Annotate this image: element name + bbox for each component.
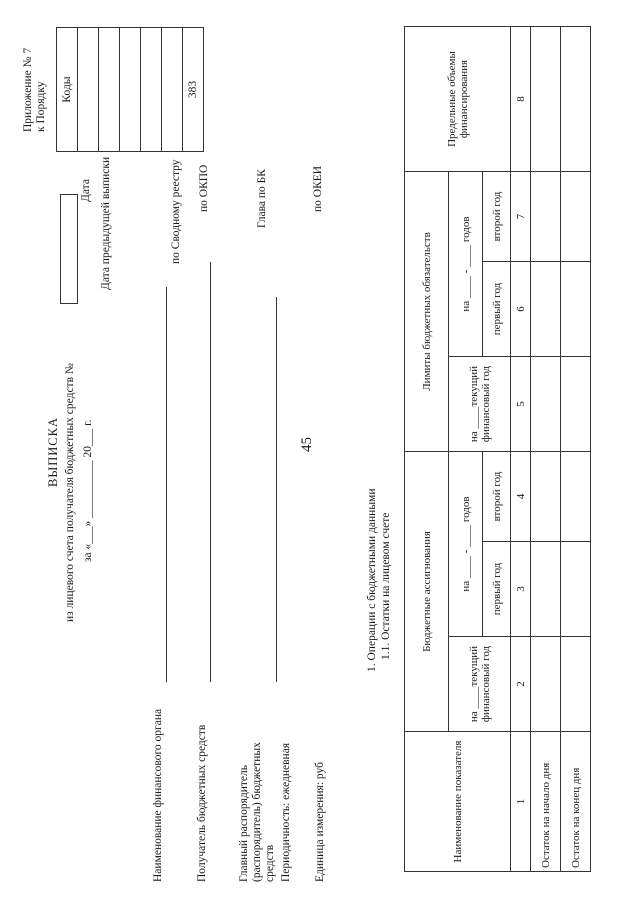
table-cell[interactable] [561, 26, 591, 171]
label-recipient: Получатель бюджетных средств [196, 724, 208, 882]
label-summary-register: по Сводному реестру [170, 159, 182, 264]
code-date[interactable] [78, 28, 99, 152]
column-number: 5 [511, 357, 531, 452]
statement-form [20, 12, 620, 892]
col-header-name: Наименование показателя [405, 732, 511, 872]
row-label-closing-balance: Остаток на конец дня [561, 732, 591, 872]
row-label-opening-balance: Остаток на начало дня [531, 732, 561, 872]
table-cell[interactable] [531, 637, 561, 732]
table-cell[interactable] [561, 262, 591, 357]
table-cell[interactable] [531, 542, 561, 637]
code-summary-register[interactable] [120, 28, 141, 152]
section-subtitle: 1.1. Остатки на лицевом счете [380, 512, 392, 660]
col-header-limit-volume: Предельные объемы финансирования [405, 26, 511, 171]
label-fin-org: Наименование финансового органа [152, 708, 164, 882]
code-previous-date[interactable] [99, 28, 120, 152]
table-cell[interactable] [561, 357, 591, 452]
table-cell[interactable] [531, 262, 561, 357]
codes-table [56, 27, 204, 152]
col-assign-first-year: первый год [483, 542, 511, 637]
table-cell[interactable] [531, 357, 561, 452]
column-number: 7 [511, 171, 531, 261]
column-number: 2 [511, 637, 531, 732]
appendix-line-1: Приложение № 7 [22, 47, 34, 132]
label-manager: Главный распорядитель (распорядитель) бюджетных средств [238, 742, 276, 882]
account-number-box[interactable] [60, 194, 78, 304]
label-date: Дата [80, 179, 92, 202]
label-okpo: по ОКПО [198, 164, 210, 212]
page-subtitle: из лицевого счета получателя бюджетных средств № [64, 363, 76, 622]
col-group-limits: Лимиты бюджетных обязательств [405, 171, 449, 451]
appendix-line-2: к Порядку [35, 81, 47, 132]
col-limits-second-year: второй год [483, 171, 511, 261]
col-assign-current-year: на ____текущий финансовый год [449, 637, 511, 732]
table-row [561, 26, 591, 871]
label-unit: Единица измерения: руб [314, 762, 326, 882]
table-cell[interactable] [561, 637, 591, 732]
label-previous-date: Дата предыдущей выписки [100, 156, 112, 290]
col-assign-plan-period: на ____ - ____ годов [449, 452, 483, 637]
recipient-line[interactable] [210, 262, 211, 682]
column-number: 6 [511, 262, 531, 357]
balances-table [404, 26, 591, 872]
column-number: 8 [511, 26, 531, 171]
manager-line[interactable] [276, 297, 277, 682]
column-number: 4 [511, 452, 531, 542]
column-number: 3 [511, 542, 531, 637]
table-cell[interactable] [531, 452, 561, 542]
col-limits-current-year: на ____текущий финансовый год [449, 357, 511, 452]
column-numbers-row [511, 26, 531, 871]
label-chapter-bk: Глава по БК [256, 169, 268, 228]
table-row [531, 26, 561, 871]
col-limits-plan-period: на ____ - ____ годов [449, 171, 483, 356]
statement-date: за «___» __________ 20___ г. [82, 419, 94, 562]
col-group-assignments: Бюджетные ассигнования [405, 452, 449, 732]
table-cell[interactable] [531, 171, 561, 261]
table-cell[interactable] [531, 26, 561, 171]
table-cell[interactable] [561, 171, 591, 261]
column-number: 1 [511, 732, 531, 872]
table-cell[interactable] [561, 542, 591, 637]
section-title: 1. Операции с бюджетными данными [366, 488, 378, 672]
table-cell[interactable] [561, 452, 591, 542]
col-assign-second-year: второй год [483, 452, 511, 542]
label-periodicity: Периодичность: ежедневная [280, 742, 292, 882]
col-limits-first-year: первый год [483, 262, 511, 357]
codes-header: Коды [57, 28, 78, 152]
fin-org-line[interactable] [166, 287, 167, 682]
page-title: ВЫПИСКА [46, 417, 60, 487]
label-okei: по ОКЕИ [312, 165, 324, 212]
code-okei: 383 [183, 28, 204, 152]
code-chapter-bk[interactable] [162, 28, 183, 152]
appendix-note [22, 48, 48, 132]
page-number: 45 [299, 437, 315, 452]
code-okpo[interactable] [141, 28, 162, 152]
